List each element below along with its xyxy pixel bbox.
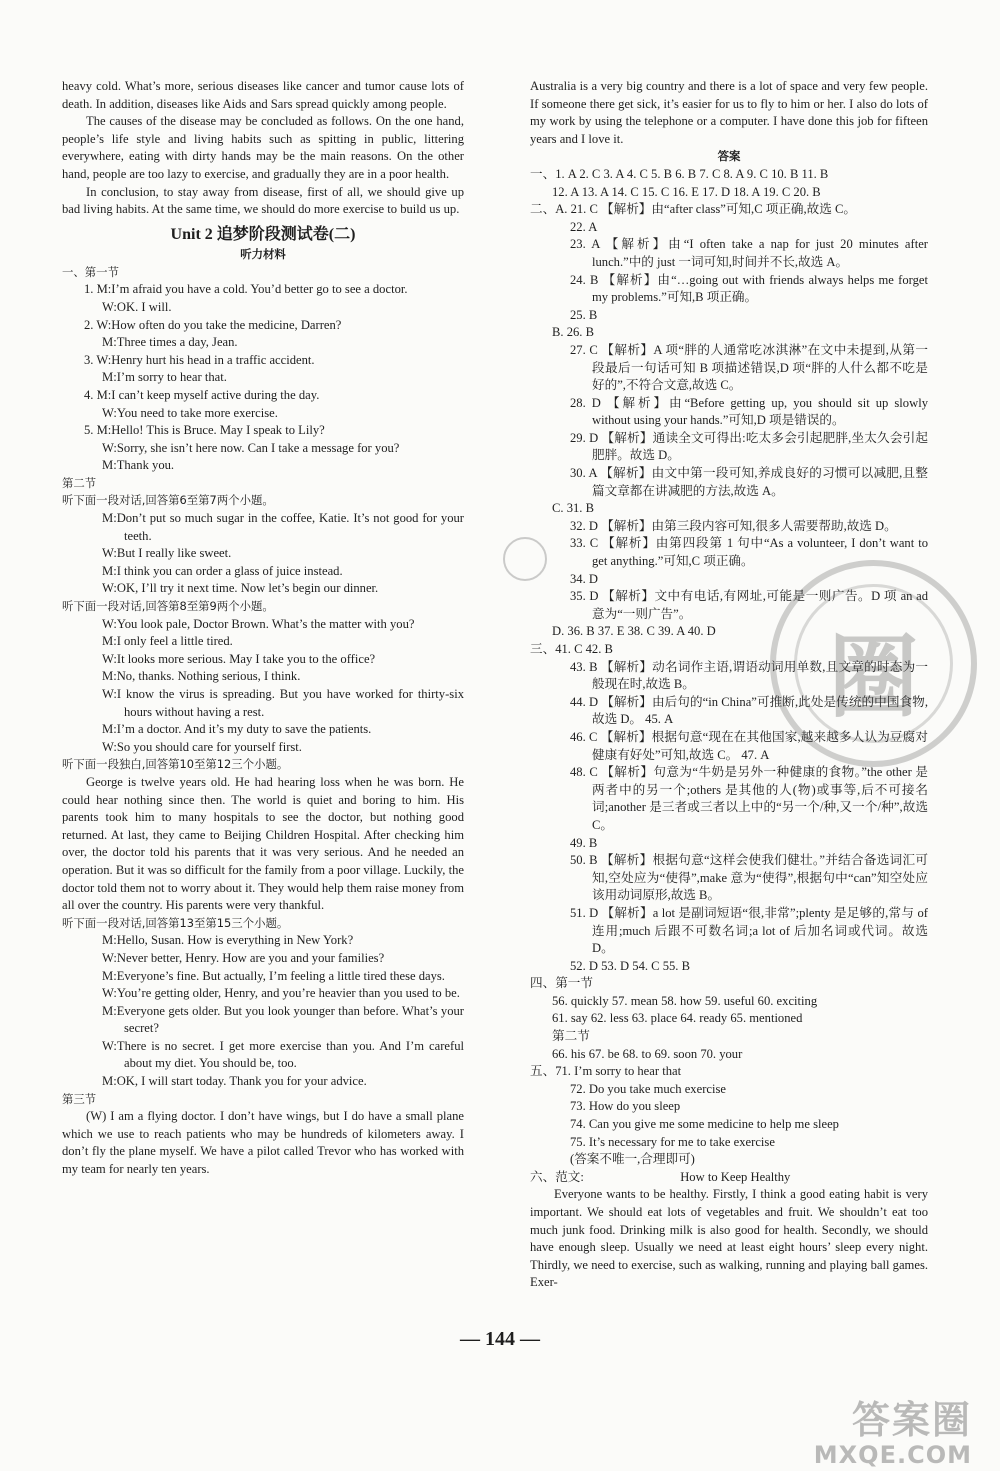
essay-paragraph-2: The causes of the disease may be concluded as follows. On the one hand, people’s life style and living habits such as spitting in public, littering everywhere, eating with dirty hands may be the main reasons. On the other hand, people are too lazy to exercise, and gradually they are in a poor health. [62, 114, 464, 181]
dialogue-line: M:I only feel a little tired. [102, 634, 233, 649]
watermark-text: 答案圈 [851, 1398, 972, 1442]
dialogue-line: W:There is no secret. I get more exercise than you. And I’m careful about my diet. You should be, too. [102, 1038, 464, 1071]
sentence-answer: 75. It’s necessary for me to take exercise [570, 1134, 775, 1149]
section-4-label: 四、第一节 [530, 976, 593, 991]
dialogue-line: M:I think you can order a glass of juice instead. [102, 563, 343, 578]
dialogue-line: W:Sorry, she isn’t here now. Can I take a message for you? [102, 440, 400, 455]
left-column [62, 78, 464, 1179]
essay-paragraph-1: heavy cold. What’s more, serious diseases like cancer and tumor cause lots of death. In addition, diseases like Aids and Sars spread quickly among people. [62, 79, 464, 111]
word-answers-row-3: 66. his 67. be 68. to 69. soon 70. your [552, 1046, 743, 1061]
dialogue-line: 5. M:Hello! This is Bruce. May I speak to Lily? [84, 423, 325, 438]
sentence-answer: 73. How do you sleep [570, 1099, 681, 1114]
small-stamp [503, 537, 547, 581]
section-4-part-2-label: 第二节 [552, 1029, 590, 1044]
answer-item: C. 31. B [552, 501, 594, 516]
dialogue-line: M:Hello, Susan. How is everything in New York? [102, 933, 354, 948]
essay-paragraph-3: In conclusion, to stay away from disease, first of all, we should give up bad living habits. At the same time, we should do more exercise to build us up. [62, 184, 464, 217]
answer-item: 28. D 【解析】由“Before getting up, you should sit up slowly without using your hands.”可知,D 项是错误的。 [570, 395, 928, 428]
sentence-answer: (答案不唯一,合理即可) [570, 1152, 695, 1167]
answer-item: 25. B [570, 307, 598, 322]
answer-item: 30. A 【解析】由文中第一段可知,养成良好的习惯可以减肥,且整篇文章都在讲减肥的方法,故选 A。 [570, 466, 928, 498]
answer-item: 46. C 【解析】根据句意“现在在其他国家,越来越多人认为豆腐对健康有好处”可知,故选 C。 47. A [570, 729, 928, 762]
answers-title: 答案 [717, 149, 741, 164]
dialogue-line: W:You look pale, Doctor Brown. What’s the matter with you? [102, 616, 415, 631]
section-3-monologue: (W) I am a flying doctor. I don’t have wings, but I do have a small plane which we use to reach patients who may be hundreds of kilometers away. I don’t fly the plane myself. We have a pilot called Trevor who has worked with my team for nearly ten years. [62, 1109, 464, 1177]
dialogue-line: M:Thank you. [102, 458, 175, 473]
section-2b-instruction: 听下面一段对话,回答第8至第9两个小题。 [62, 599, 274, 614]
dialogue-line: M:OK, I will start today. Thank you for your advice. [102, 1074, 367, 1089]
dialogue-line: 4. M:I can’t keep myself active during the day. [84, 387, 320, 402]
section-2c-instruction: 听下面一段独白,回答第10至第12三个小题。 [62, 757, 289, 772]
page-number: — 144 — [460, 1328, 540, 1350]
dialogue-line: 2. W:How often do you take the medicine, Darren? [84, 317, 342, 332]
dialogue-line: M:Everyone’s fine. But actually, I’m feeling a little tired these days. [102, 968, 445, 983]
answer-item: 44. D 【解析】由后句的“in China”可推断,此处是传统的中国食物,故选 D。 45. A [570, 694, 928, 727]
monologue-continued: Australia is a very big country and there is a lot of space and very few people. If someone there get sick, it’s easier for us to fly to him or her. I also do lots of my work by using the telephone or a computer. I have done this job for fifteen years and I love it. [530, 79, 928, 146]
section-2-label: 第二节 [62, 475, 97, 490]
sentence-answer: 74. Can you give me some medicine to help me sleep [570, 1117, 839, 1132]
answer-item: 27. C 【解析】A 项“胖的人通常吃冰淇淋”在文中未提到,从第一段最后一句话可知 B 项描述错误,D 项“胖的人什么都不吃是好的”,不符合文意,故选 C。 [570, 342, 928, 393]
dialogue-line: W:But I really like sweet. [102, 546, 232, 561]
answer-item: 50. B 【解析】根据句意“这样会使我们健壮。”并结合备选词汇可知,空处应为“使得”,make 意为“使得”,根据句中“can”知空处应该用动词原形,故选 B。 [570, 853, 928, 903]
dialogue-line: W:You need to take more exercise. [102, 405, 278, 420]
answer-item: B. 26. B [552, 325, 594, 340]
dialogue-8-9 [62, 616, 464, 757]
answer-item: 33. C 【解析】由第四段第 1 句中“As a volunteer, I don’t want to get anything.”可知,C 项正确。 [570, 536, 928, 569]
answer-item: D. 36. B 37. E 38. C 39. A 40. D [552, 624, 716, 639]
sentence-answers [530, 1063, 928, 1169]
essay-title: How to Keep Healthy [680, 1169, 791, 1184]
section-1-label: 一、第一节 [62, 264, 119, 279]
answer-item: 34. D [570, 571, 598, 586]
dialogue-line: M:Everyone gets older. But you look younger than before. What’s your secret? [102, 1003, 464, 1036]
sentence-answer: 72. Do you take much exercise [570, 1081, 726, 1096]
listening-subtitle: 听力材料 [240, 246, 286, 261]
answer-item: 51. D 【解析】a lot 是副词短语“很,非常”;plenty 是足够的,常与 of 连用;much 后跟不可数名词;a lot of 后加名词或代词。故选 D。 [570, 905, 928, 956]
dialogue-13-15 [62, 932, 464, 1090]
answer-item: 23. A 【解析】由“I often take a nap for just 20 minutes after lunch.”中的 just 一词可知,时间并不长,故选 A。 [570, 237, 928, 269]
dialogue-line: M:Three times a day, Jean. [102, 335, 238, 350]
stamp-glyph: 圈 [828, 625, 919, 730]
dialogue-6-7 [62, 510, 464, 598]
section-3-label: 第三节 [62, 1091, 97, 1106]
dialogue-line: 3. W:Henry hurt his head in a traffic accident. [84, 352, 315, 367]
watermark-stamp [770, 560, 977, 767]
sample-essay: Everyone wants to be healthy. Firstly, I think a good eating habit is very important. We should eat lots of vegetables and fruit. We shouldn’t eat too much junk food. Drinking milk is also good for health. Secondly, we should have enough sleep. Usually we need at least eight hours’ sleep every night. Thirdly, we need to exercise, such as walking, running and playing ball games. Exer- [530, 1187, 928, 1290]
mc-answers-row-1: 一、1. A 2. C 3. A 4. C 5. B 6. B 7. C 8. A 9. C 10. B 11. B [530, 166, 829, 181]
section-2a-instruction: 听下面一段对话,回答第6至第7两个小题。 [62, 493, 274, 508]
dialogue-line: W:You’re getting older, Henry, and you’re heavier than you used to be. [102, 986, 460, 1001]
dialogue-line: W:OK. I will. [102, 299, 172, 314]
section-1-dialogues [62, 281, 464, 475]
mc-answers-row-2: 12. A 13. A 14. C 15. C 16. E 17. D 18. A 19. C 20. B [552, 184, 821, 199]
answer-item: 二、A. 21. C 【解析】由“after class”可知,C 项正确,故选 C。 [530, 202, 857, 217]
answer-item: 22. A [570, 219, 598, 234]
answer-item: 48. C 【解析】句意为“牛奶是另外一种健康的食物。”the other 是两者中的另一个;others 是其他的人(物)或事等,后不可接名词;another 是三者或三者以上中的“另一个/种,又一个/种”,故选 C。 [570, 765, 928, 832]
dialogue-line: W:I know the virus is spreading. But you have worked for thirty-six hours without having a rest. [102, 687, 464, 719]
dialogue-line: M:No, thanks. Nothing serious, I think. [102, 669, 301, 684]
section-2d-instruction: 听下面一段对话,回答第13至第15三个小题。 [62, 915, 289, 930]
answer-item: 49. B [570, 835, 598, 850]
dialogue-line: M:Don’t put so much sugar in the coffee, Katie. It’s not good for your teeth. [102, 511, 464, 543]
word-answers-row-2: 61. say 62. less 63. place 64. ready 65. mentioned [552, 1011, 803, 1026]
dialogue-line: W:It looks more serious. May I take you to the office? [102, 651, 376, 666]
dialogue-line: M:I’m sorry to hear that. [102, 370, 227, 385]
test-title: Unit 2 追梦阶段测试卷(二) [170, 225, 356, 243]
answer-item: 35. D 【解析】文中有电话,有网址,可能是一则广告。D 项 an ad 意为“一则广告”。 [570, 589, 928, 621]
watermark-url: MXQE.COM [813, 1441, 972, 1469]
dialogue-line: M:I’m a doctor. And it’s my duty to save the patients. [102, 722, 372, 737]
monologue-10-12: George is twelve years old. He had hearing loss when he was born. He could hear nothing since then. The world is quiet and boring to him. His parents took him to many hospitals to see the doctor, but nothing good returned. At last, they came to Beijing Children Hospital. After checking him over, the doctor told his parents that it was very serious. And he needed an operation. But it was so difficult for the family from a poor village. Luckily, the doctor told them not to worry about it. They would help them raise money from all over the country. His parents were very thankful. [62, 774, 464, 913]
answer-item: 52. D 53. D 54. C 55. B [570, 958, 690, 973]
dialogue-line: W:OK, I’ll try it next time. Now let’s begin our dinner. [102, 581, 379, 596]
answer-item: 24. B 【解析】由“…going out with friends always helps me forget my problems.”可知,B 项正确。 [570, 272, 928, 305]
answer-item: 32. D 【解析】由第三段内容可知,很多人需要帮助,故选 D。 [570, 518, 897, 533]
dialogue-line: W:Never better, Henry. How are you and your families? [102, 950, 385, 965]
dialogue-line: 1. M:I’m afraid you have a cold. You’d better go to see a doctor. [84, 282, 408, 297]
word-answers-row-1: 56. quickly 57. mean 58. how 59. useful 60. exciting [552, 993, 818, 1008]
answer-item: 29. D 【解析】通读全文可得出:吃太多会引起肥胖,坐太久会引起肥胖。故选 D。 [570, 430, 928, 463]
answer-item: 三、41. C 42. B [530, 642, 613, 656]
dialogue-line: W:So you should care for yourself first. [102, 739, 302, 754]
sentence-answer: 五、71. I’m sorry to hear that [530, 1064, 682, 1079]
section-6-header [530, 1169, 928, 1187]
section-6-label: 六、范文: [530, 1169, 584, 1184]
answer-item: 43. B 【解析】动名词作主语,谓语动词用单数,且文章的时态为一般现在时,故选 B。 [570, 659, 928, 692]
site-watermark [814, 1398, 972, 1468]
